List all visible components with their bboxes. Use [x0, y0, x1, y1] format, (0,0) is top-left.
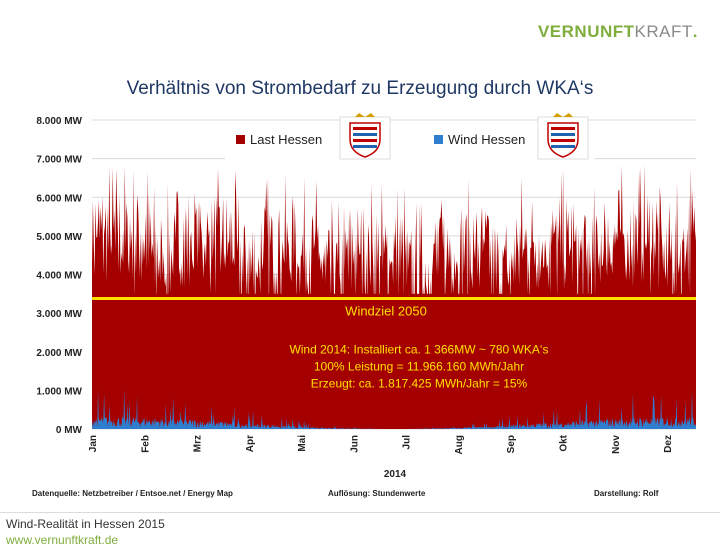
x-tick-label: Apr: [244, 435, 256, 453]
x-tick-label: Jul: [401, 435, 413, 450]
crest-stripe: [551, 145, 575, 148]
y-tick-label: 2.000 MW: [36, 347, 82, 359]
brand-part2: KRAFT: [634, 22, 693, 41]
footer-divider: [0, 512, 720, 513]
brand-logo: [538, 22, 698, 42]
x-tick-label: Jan: [88, 435, 99, 453]
resolution-label: Auflösung: Stundenwerte: [328, 489, 426, 498]
brand-dot: .: [692, 22, 698, 41]
legend-swatch-load: [236, 135, 245, 144]
x-tick-label: Feb: [140, 435, 152, 453]
crest-stripe: [353, 127, 377, 130]
y-tick-label: 8.000 MW: [36, 116, 82, 127]
annotation-line: Wind 2014: Installiert ca. 1 366MW ~ 780 WKA‘s: [289, 342, 549, 357]
crest-stripe: [551, 133, 575, 136]
y-tick-label: 3.000 MW: [36, 309, 82, 321]
crest-stripe: [551, 127, 575, 130]
legend-label-wind: Wind Hessen: [448, 132, 526, 147]
y-tick-label: 7.000 MW: [36, 154, 82, 166]
x-tick-label: Mrz: [192, 435, 204, 453]
crest-crown: [553, 113, 573, 117]
credit-label: Darstellung: Rolf: [594, 489, 659, 498]
chart: [0, 112, 720, 502]
footer-url: www.vernunftkraft.de: [6, 533, 119, 547]
y-tick-label: 6.000 MW: [36, 193, 82, 205]
title-mask: [0, 100, 720, 112]
brand-part1: VERNUNFT: [537, 22, 635, 41]
crest-stripe: [353, 145, 377, 148]
crest-stripe: [353, 139, 377, 142]
hessen-crest-icon: [538, 113, 588, 159]
y-tick-label: 5.000 MW: [36, 231, 82, 243]
y-tick-label: 4.000 MW: [36, 270, 82, 282]
crest-stripe: [353, 133, 377, 136]
y-tick-label: 1.000 MW: [36, 386, 82, 398]
target-line-label: Windziel 2050: [345, 303, 427, 319]
annotation-line: Erzeugt: ca. 1.817.425 MWh/Jahr = 15%: [310, 376, 528, 391]
legend-swatch-wind: [434, 135, 443, 144]
crest-crown: [355, 113, 375, 117]
x-tick-label: Aug: [453, 435, 465, 455]
x-axis-year: 2014: [383, 469, 407, 480]
x-tick-label: Mai: [297, 435, 309, 452]
legend-label-load: Last Hessen: [250, 132, 323, 147]
annotation-line: 100% Leistung = 11.966.160 MWh/Jahr: [313, 359, 525, 374]
crest-stripe: [551, 139, 575, 142]
x-tick-label: Nov: [610, 435, 622, 454]
footer-text: Wind-Realität in Hessen 2015: [6, 517, 165, 531]
x-tick-label: Sep: [506, 435, 518, 454]
page-title: Verhältnis von Strombedarf zu Erzeugung durch WKA‘s: [126, 78, 594, 99]
source-label: Datenquelle: Netzbetreiber / Entsoe.net / Energy Map: [32, 489, 233, 498]
x-tick-label: Okt: [558, 435, 570, 452]
y-tick-label: 0 MW: [55, 425, 82, 436]
hessen-crest-icon: [340, 113, 390, 159]
x-tick-label: Jun: [349, 435, 361, 453]
x-tick-label: Dez: [663, 435, 675, 453]
